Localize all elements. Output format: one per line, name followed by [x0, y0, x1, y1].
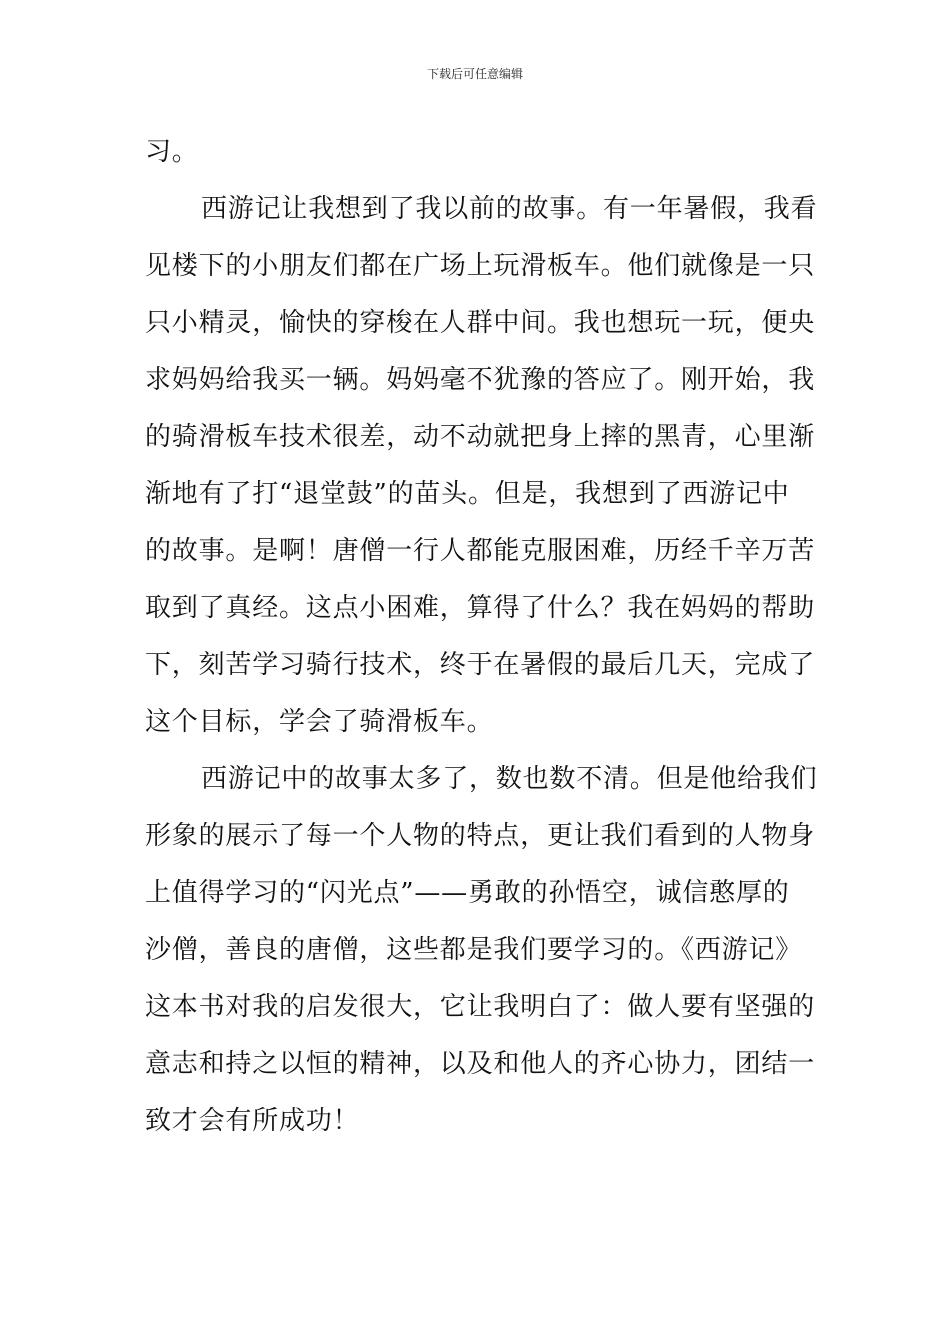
text-line: 习。 [145, 137, 199, 167]
text-line: 致才会有所成功！ [145, 1106, 360, 1136]
document-body [145, 124, 818, 1150]
page-header: 下载后可任意编辑 [426, 67, 523, 81]
text-line: 见楼下的小朋友们都在广场上玩滑板车。他们就像是一只 [145, 251, 816, 281]
text-line: 下，刻苦学习骑行技术，终于在暑假的最后几天，完成了 [145, 650, 816, 680]
text-line: 这本书对我的启发很大，它让我明白了：做人要有坚强的 [145, 992, 816, 1022]
paragraph-start-line: 西游记中的故事太多了，数也数不清。但是他给我们 [201, 764, 818, 794]
text-line: 这个目标，学会了骑滑板车。 [145, 707, 494, 737]
text-line: 上值得学习的“闪光点”——勇敢的孙悟空，诚信憨厚的 [145, 878, 790, 908]
text-line: 只小精灵，愉快的穿梭在人群中间。我也想玩一玩，便央 [145, 308, 816, 338]
text-line: 的故事。是啊！唐僧一行人都能克服困难，历经千辛万苦 [145, 536, 816, 566]
text-line: 取到了真经。这点小困难，算得了什么？我在妈妈的帮助 [145, 593, 816, 623]
text-line: 沙僧，善良的唐僧，这些都是我们要学习的。《西游记》 [145, 935, 803, 965]
text-line: 渐地有了打“退堂鼓”的苗头。但是，我想到了西游记中 [145, 479, 790, 509]
text-line: 形象的展示了每一个人物的特点，更让我们看到的人物身 [145, 821, 816, 851]
text-line: 求妈妈给我买一辆。妈妈毫不犹豫的答应了。刚开始，我 [145, 365, 816, 395]
text-line: 的骑滑板车技术很差，动不动就把身上摔的黑青，心里渐 [145, 422, 816, 452]
text-line: 意志和持之以恒的精神，以及和他人的齐心协力，团结一 [145, 1049, 816, 1079]
paragraph-start-line: 西游记让我想到了我以前的故事。有一年暑假，我看 [201, 194, 818, 224]
